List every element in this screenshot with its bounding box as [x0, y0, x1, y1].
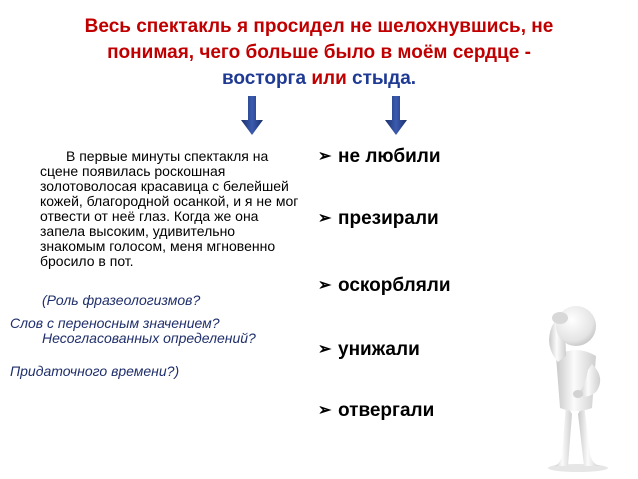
- list-item: [318, 335, 420, 365]
- list-item-label: отвергали: [338, 400, 435, 421]
- question-figurative-words: Слов с переносным значением?: [10, 315, 220, 331]
- thinking-person-figure: [526, 296, 626, 472]
- arrow-bullet-icon: ➢: [318, 210, 332, 227]
- list-item: [318, 271, 451, 301]
- down-arrow-icon: [240, 96, 264, 136]
- list-item: [318, 396, 434, 426]
- title-word-shame: стыда.: [352, 68, 417, 89]
- list-item-label: оскорбляли: [338, 275, 451, 296]
- list-item-label: не любили: [338, 146, 441, 167]
- question-time-clause: Придаточного времени?): [10, 363, 180, 379]
- title-word-delight: восторга: [221, 68, 307, 89]
- quote-text: В первые минуты спектакля на сцене появилась роскошная золотоволосая красавица с белейшей кожей, благородной осанкой, и я не мог отвести от неё глаз. Когда же она запела высоким, удивительно знакомым голосом, меня мгновенно бросило в пот.: [40, 148, 299, 269]
- list-item: [318, 204, 439, 234]
- arrow-bullet-icon: ➢: [318, 277, 332, 294]
- title-word-or: или: [311, 68, 347, 89]
- question-phraseology: (Роль фразеологизмов?: [42, 292, 201, 308]
- arrow-bullet-icon: ➢: [318, 148, 332, 165]
- arrow-bullet-icon: ➢: [318, 341, 332, 358]
- list-item-label: презирали: [338, 208, 439, 229]
- title-line-1: Весь спектакль я просидел не шелохнувшись, не: [84, 16, 554, 37]
- title-line-2: понимая, чего больше было в моём сердце -: [107, 42, 531, 63]
- list-item-label: унижали: [338, 339, 420, 360]
- question-inconsistent-attributes: Несогласованных определений?: [42, 330, 256, 346]
- arrow-bullet-icon: ➢: [318, 402, 332, 419]
- quote-paragraph: [40, 149, 302, 269]
- slide-title: [10, 14, 628, 92]
- list-item: [318, 142, 441, 172]
- down-arrow-icon: [384, 96, 408, 136]
- title-line-3: [10, 66, 628, 92]
